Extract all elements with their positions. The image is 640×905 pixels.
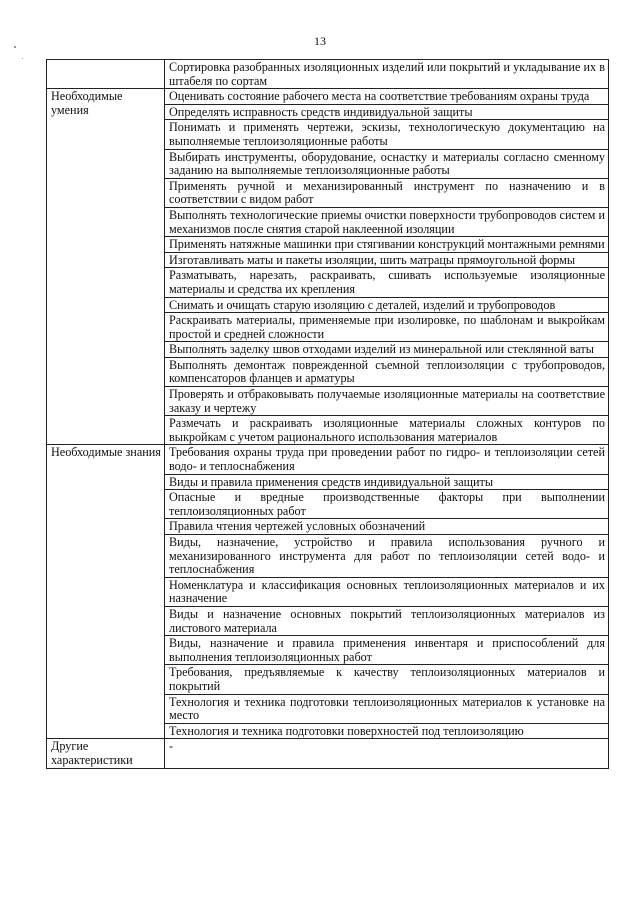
requirement-cell: Сортировка разобранных изоляционных изделий или покрытий и укладывание их в штабеля по сортам <box>165 60 609 89</box>
row-category-label <box>47 60 165 89</box>
qualification-table-container <box>46 59 608 769</box>
requirement-cell: Виды и правила применения средств индивидуальной защиты <box>165 474 609 490</box>
requirement-cell: Технология и техника подготовки теплоизоляционных материалов к установке на место <box>165 694 609 723</box>
requirement-cell: Выполнять технологические приемы очистки поверхности трубопроводов систем и механизмов после снятия старой наклеенной изоляции <box>165 207 609 236</box>
requirement-cell: Опасные и вредные производственные факторы при выполнении теплоизоляционных работ <box>165 490 609 519</box>
requirement-cell: Выбирать инструменты, оборудование, оснастку и материалы согласно сменному заданию на выполняемые теплоизоляционные работы <box>165 149 609 178</box>
requirement-cell: Выполнять заделку швов отходами изделий из минеральной или стеклянной ваты <box>165 342 609 358</box>
requirement-cell: Виды, назначение и правила применения инвентаря и приспособлений для выполнения теплоизоляционных работ <box>165 636 609 665</box>
requirement-cell: Применять ручной и механизированный инструмент по назначению и в соответствии с видом работ <box>165 178 609 207</box>
requirement-cell: Виды и назначение основных покрытий теплоизоляционных материалов из листового материала <box>165 606 609 635</box>
row-category-label: Другие характеристики <box>47 739 165 768</box>
requirement-cell: Виды, назначение, устройство и правила использования ручного и механизированного инструмента для работ по теплоизоляции сетей водо- и теплоснабжения <box>165 535 609 578</box>
row-category-label: Необходимые умения <box>47 89 165 445</box>
table-row <box>47 739 609 768</box>
qualification-table <box>46 59 609 769</box>
requirement-cell: Разматывать, нарезать, раскраивать, сшивать используемые изоляционные материалы и средства их крепления <box>165 268 609 297</box>
scan-speck <box>22 58 23 59</box>
requirement-cell: Требования, предъявляемые к качеству теплоизоляционных материалов и покрытий <box>165 665 609 694</box>
table-row <box>47 89 609 105</box>
requirement-cell: Выполнять демонтаж поврежденной съемной теплоизоляции с трубопроводов, компенсаторов фланцев и арматуры <box>165 357 609 386</box>
requirement-cell: Проверять и отбраковывать получаемые изоляционные материалы на соответствие заказу и чертежу <box>165 387 609 416</box>
requirement-cell: Технология и техника подготовки поверхностей под теплоизоляцию <box>165 723 609 739</box>
requirement-cell: Номенклатура и классификация основных теплоизоляционных материалов и их назначение <box>165 577 609 606</box>
requirement-cell: Оценивать состояние рабочего места на соответствие требованиям охраны труда <box>165 89 609 105</box>
row-category-label: Необходимые знания <box>47 445 165 739</box>
page-number: 13 <box>314 34 326 48</box>
requirement-cell: Снимать и очищать старую изоляцию с деталей, изделий и трубопроводов <box>165 297 609 313</box>
requirement-cell: - <box>165 739 609 768</box>
table-row <box>47 445 609 474</box>
requirement-cell: Раскраивать материалы, применяемые при изолировке, по шаблонам и выкройкам простой и средней сложности <box>165 313 609 342</box>
requirement-cell: Понимать и применять чертежи, эскизы, технологическую документацию на выполняемые теплоизоляционные работы <box>165 120 609 149</box>
requirement-cell: Применять натяжные машинки при стягивании конструкций монтажными ремнями <box>165 237 609 253</box>
requirement-cell: Требования охраны труда при проведении работ по гидро- и теплоизоляции сетей водо- и теплоснабжения <box>165 445 609 474</box>
requirement-cell: Определять исправность средств индивидуальной защиты <box>165 104 609 120</box>
requirement-cell: Изготавливать маты и пакеты изоляции, шить матрацы прямоугольной формы <box>165 252 609 268</box>
table-body <box>47 60 609 769</box>
requirement-cell: Правила чтения чертежей условных обозначений <box>165 519 609 535</box>
requirement-cell: Размечать и раскраивать изоляционные материалы сложных контуров по выкройкам с учетом рационального использования материалов <box>165 416 609 445</box>
table-row <box>47 60 609 89</box>
